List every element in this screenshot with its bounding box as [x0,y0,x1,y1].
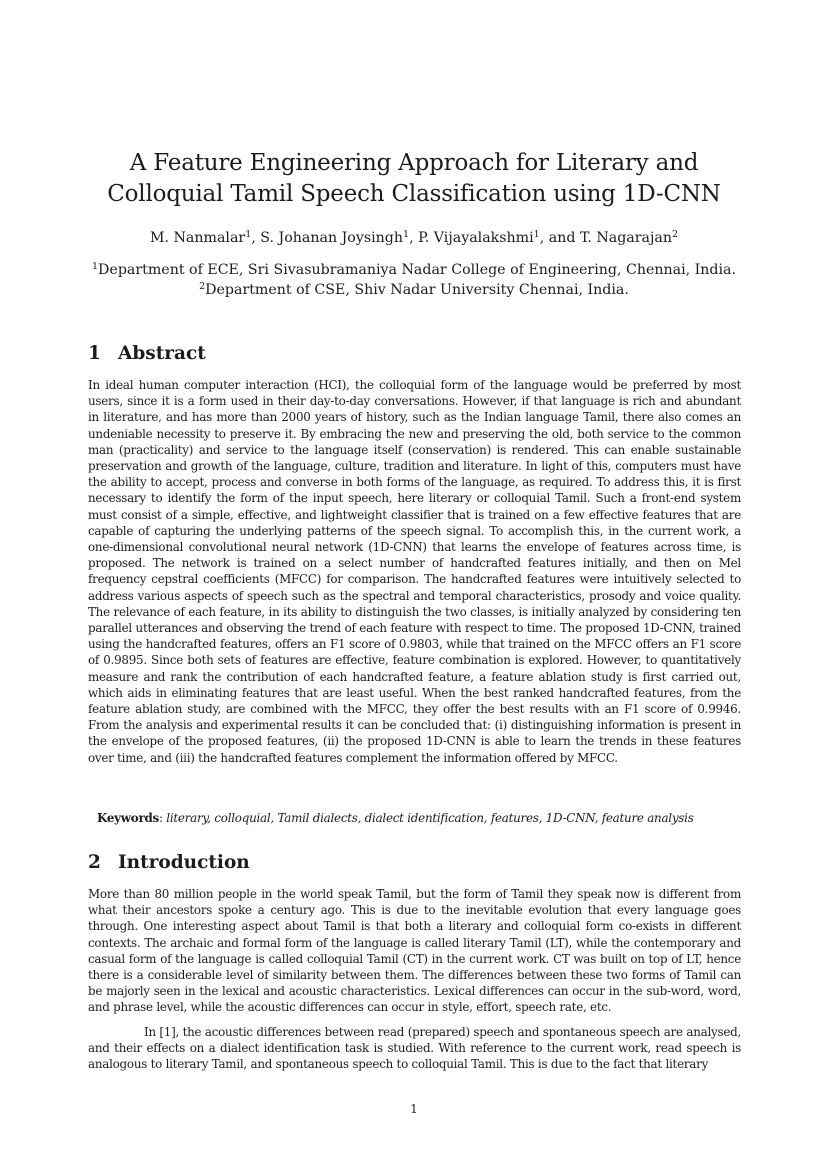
author: M. Nanmalar$^1$ [149,229,252,246]
paper-title: A Feature Engineering Approach for Literary and Colloquial Tamil Speech Classification using 1D-CNN [107,150,721,207]
author: S. Johanan Joysingh$^1$ [260,229,410,246]
keywords: Keywords: literary, colloquial, Tamil dialects, dialect identification, features, 1D-CNN, feature analysis [97,811,694,825]
affiliations [60,260,768,300]
introduction-heading: 2 Introduction [88,852,250,873]
affiliation: $^1$Department of ECE, Sri Sivasubramaniya Nadar College of Engineering, Chennai, India. [92,261,736,278]
abstract-text: In ideal human computer interaction (HCI), the colloquial form of the language would be preferred by most users, since it is a form used in their day-to-day conversations. However, if that language is rich and abundant in literature, and has more than 2000 years of history, such as the Indian language Tamil, there also comes an undeniable necessity to preserve it. By embracing the new and preserving the old, both service to the common man (practicality) and service to the language itself (conservation) is rendered. This can enable sustainable preservation and growth of the language, culture, tradition and literature. In light of this, computers must have the ability to accept, process and converse in both forms of the language, as required. To address this, it is first necessary to identify the form of the input speech, here literary or colloquial Tamil. Such a front-end system must consist of a simple, effective, and lightweight classifier that is trained on a few effective features that are capable of capturing the underlying patterns of the speech signal. To accomplish this, in the current work, a one-dimensional convolutional neural network (1D-CNN) that learns the envelope of features across time, is proposed. The network is trained on a select number of handcrafted features initially, and then on Mel frequency cepstral coefficients (MFCC) for comparison. The handcrafted features were intuitively selected to address various aspects of speech such as the spectral and temporal characteristics, prosody and voice quality. The relevance of each feature, in its ability to distinguish the two classes, is initially analyzed by considering ten parallel utterances and observing the trend of each feature with respect to time. The proposed 1D-CNN, trained using the handcrafted features, offers an F1 score of 0.9803, while that trained on the MFCC offers an F1 score of 0.9895. Since both sets of features are effective, feature combination is explored. However, to quantitatively measure and rank the contribution of each handcrafted feature, a feature ablation study is first carried out, which aids in eliminating features that are least useful. When the best ranked handcrafted features, from the feature ablation study, are combined with the MFCC, they offer the best results with an F1 score of 0.9946. From the analysis and experimental results it can be concluded that: (i) distinguishing information is present in the envelope of the proposed features, (ii) the proposed 1D-CNN is able to learn the trends in these features over time, and (iii) the handcrafted features complement the information offered by MFCC. [88,378,741,765]
introduction-paragraph: More than 80 million people in the world speak Tamil, but the form of Tamil they speak now is different from what their ancestors spoke a century ago. This is due to the inevitable evolution that every language goes through. One interesting aspect about Tamil is that both a literary and colloquial form co-exists in different contexts. The archaic and formal form of the language is called literary Tamil (LT), while the contemporary and casual form of the language is called colloquial Tamil (CT) in the current work. CT was built on top of LT, hence there is a considerable level of similarity between them. The differences between these two forms of Tamil can be majorly seen in the lexical and acoustic characteristics. Lexical differences can occur in the sub-word, word, and phrase level, while the acoustic differences can occur in style, effort, speech rate, etc. [88,887,741,1015]
page-number: 1 [410,1102,418,1116]
author-list: M. Nanmalar$^1$, S. Johanan Joysingh$^1$, P. Vijayalakshmi$^1$, and T. Nagarajan$^2$ [149,229,679,246]
author: T. Nagarajan$^2$ [579,229,679,246]
affiliation: $^2$Department of CSE, Shiv Nadar University Chennai, India. [199,281,629,298]
author: P. Vijayalakshmi$^1$ [418,229,540,246]
introduction-paragraph: In [1], the acoustic differences between read (prepared) speech and spontaneous speech are analysed, and their effects on a dialect identification task is studied. With reference to the current work, read speech is analogous to literary Tamil, and spontaneous speech to colloquial Tamil. This is due to the fact that literary [88,1025,741,1072]
abstract-heading: 1 Abstract [88,343,206,364]
